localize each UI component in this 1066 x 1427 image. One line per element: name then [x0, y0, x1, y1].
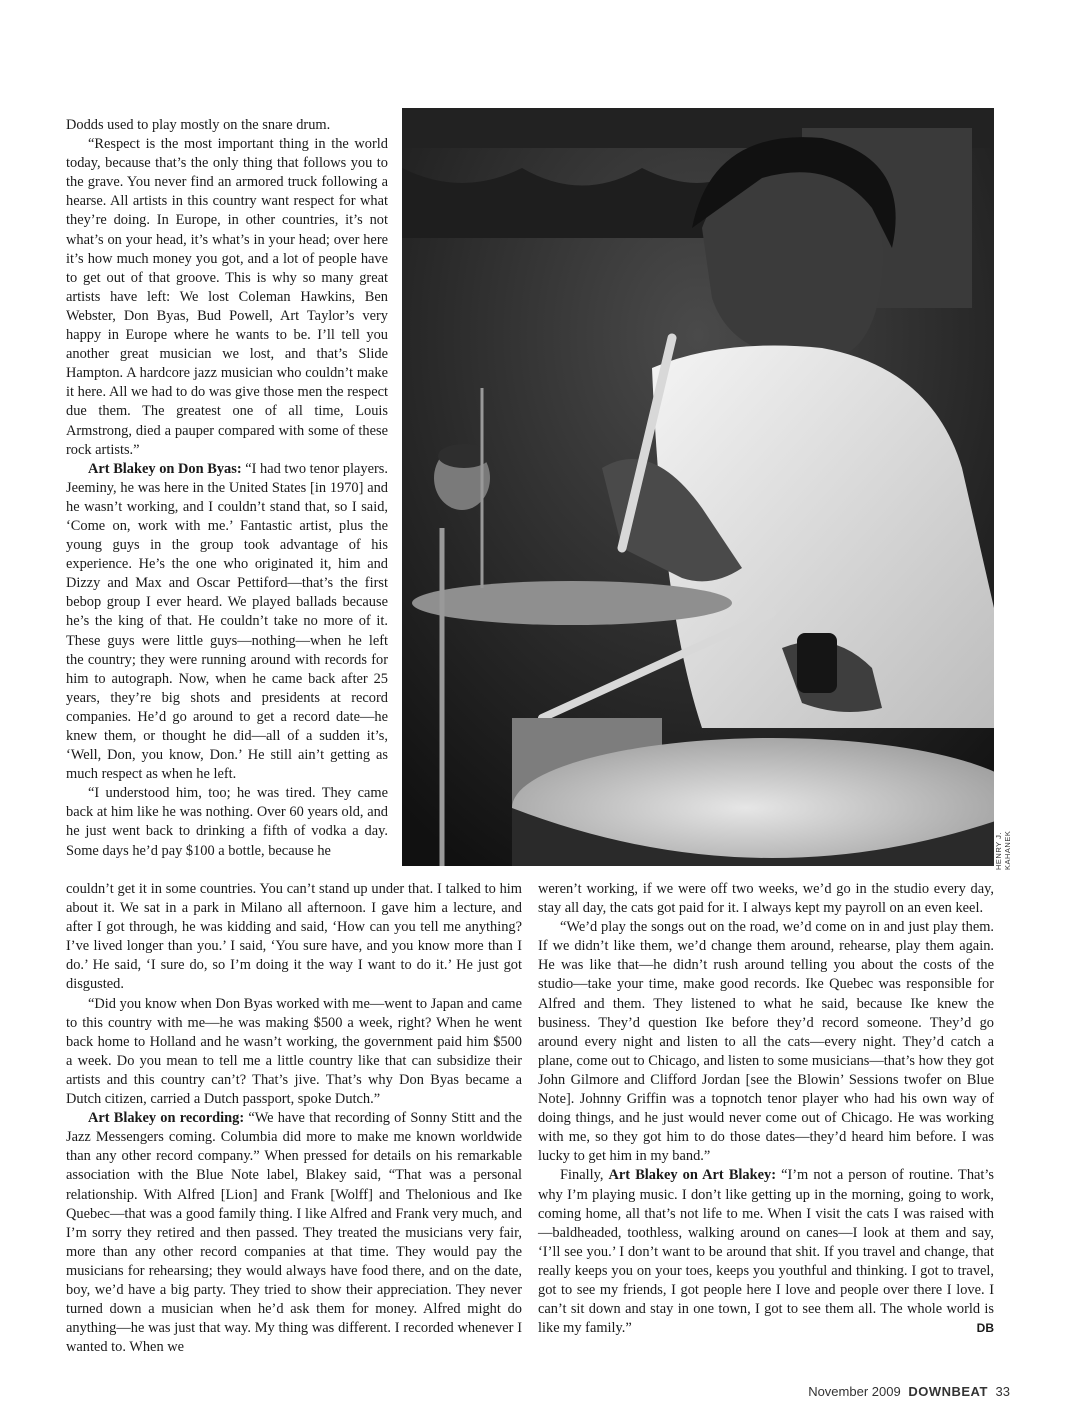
- page-footer: [808, 1384, 1010, 1399]
- paragraph: [66, 1109, 522, 1357]
- photo-art-blakey-drumming: [402, 108, 994, 866]
- paragraph-text: Finally,: [560, 1167, 609, 1184]
- paragraph: [66, 784, 388, 860]
- paragraph: [538, 918, 994, 1166]
- paragraph: [538, 1166, 994, 1338]
- paragraph: [66, 995, 522, 1110]
- section-lead: Art Blakey on Don Byas:: [88, 460, 242, 477]
- paragraph: [66, 880, 522, 995]
- page-number: 33: [995, 1384, 1010, 1399]
- paragraph: [66, 460, 388, 785]
- paragraph-text: weren’t working, if we were off two weeks, we’d go in the studio every day, stay all day, the cats got paid for it. I always kept my payroll on an even keel.: [538, 881, 994, 917]
- section-lead: Art Blakey on Art Blakey:: [608, 1167, 776, 1184]
- paragraph-text: “I had two tenor players. Jeeminy, he was here in the United States [in 1970] and he wasn’t working, and I couldn’t stand that, so I said, ‘Come on, work with me.’ Fantastic artist, plus the young guys in the group took advantage of his experience. He’s the one who originated it, him and Dizzy and Max and Oscar Pettiford—that’s the first bebop group I ever heard. We played ballads because he’s the king of that. He couldn’t take no more of it. These guys were little guys—nothing—when he left the country; they were running around with records for him to autograph. Now, when he came back after 25 years, they’re big shots and presidents at record companies. He’d go around to get a record date—he knew them, or thought he did—all of a sudden it’s, ‘Well, Don, you know, Don.’ He still ain’t getting as much respect as when he left.: [66, 460, 388, 783]
- issue-date: November 2009: [808, 1384, 901, 1399]
- photo-illustration: [402, 108, 994, 866]
- paragraph-text: Dodds used to play mostly on the snare drum.: [66, 117, 331, 133]
- magazine-name: DOWNBEAT: [908, 1384, 988, 1399]
- article-column-top: [66, 116, 388, 861]
- section-lead: Art Blakey on recording:: [88, 1110, 245, 1127]
- paragraph-text: “We have that recording of Sonny Stitt and the Jazz Messengers coming. Columbia did more to make me known worldwide than any other record company.” When pressed for details on his remarkable association with the Blue Note label, Blakey said, “That was a personal relationship. With Alfred [Lion] and Frank [Wolff] and Thelonious and Ike Quebec—that was a good family thing. I like Alfred and Frank very much, and I’m sorry they retired and then passed. They treated the musicians very fair, more than any other record companies at that time. They would pay the musicians for rehearsing; they would always have food there, and on the date, boy, we’d have a big party. They tried to show their appreciation. They never turned down a musician when he’d ask them for money. Alfred might do anything—he was just that way. My thing was different. I recorded whenever I wanted to. When we: [66, 1110, 523, 1356]
- paragraph: [66, 116, 388, 135]
- paragraph-text: couldn’t get it in some countries. You can’t stand up under that. I talked to him about it. We sat in a park in Milano all afternoon. I gave him a lecture, and after I got through, he was kidding and said, ‘How can you tell me anything? I’ve lived longer than you.’ I said, ‘You sure have, and you know more than I do.’ He said, ‘I sure do, so I’m doing it the way I want to do it.’ He just got disgusted.: [66, 881, 522, 993]
- paragraph: [66, 135, 388, 460]
- paragraph-text: “I’m not a person of routine. That’s why I’m playing music. I don’t like getting up in the morning, going to work, coming home, all that’s not life to me. When I visit the cats I was raised with—baldheaded, toothless, walking around on canes—I look at them and say, ‘I’ll see you.’ I don’t want to be around that shit. If you travel and change, that really keeps you on your toes, keeps you youthful and thinking. I got to travel, got to see my friends, I got people here I love and people over there I love. I can’t sit down and stay in one town, I got to see them all. The whole world is like my family.”: [538, 1167, 994, 1337]
- end-mark: DB: [976, 1321, 994, 1336]
- article-column-right: [538, 880, 994, 1338]
- photo-credit: HENRY J. KAHANEK: [994, 830, 1012, 870]
- paragraph-text: “Respect is the most important thing in the world today, because that’s the only thing that follows you to the grave. You never find an armored truck following a hearse. All artists in this country want respect for what they’re doing. In Europe, in other countries, it’s not what’s on your head, it’s what’s in your head; over here it’s how much money you got, and a lot of people have to get out of that groove. This is why so many great artists have left: We lost Coleman Hawkins, Ben Webster, Don Byas, Bud Powell, Art Taylor’s very happy in Europe where he wants to be. I’ll tell you another great musician we lost, and that’s Slide Hampton. A hardcore jazz musician who couldn’t make it here. All we had to do was give those men the respect due them. The greatest one of all time, Louis Armstrong, died a pauper compared with some of these rock artists.”: [66, 136, 388, 458]
- paragraph-text: “We’d play the songs out on the road, we’d come on in and just play them. If we didn’t like them, we’d change them around, rehearse, play them again. He was like that—he didn’t rush around telling you about the costs of the studio—take your time, make good records. Ike Quebec was responsible for Alfred and them. They listened to what he said, because Ike knew the business. They’d question Ike before they’d record someone. They’d go around every night and listen to all the cats—every night. They’d catch a plane, come out to Chicago, and listen to some musicians—that’s how they got John Gilmore and Clifford Jordan [see the Blowin’ Sessions twofer on Blue Note]. Johnny Griffin was a topnotch tenor player who had his own way of doing things, and he just would never come out of Chicago. He was working with me, so they got him to do those dates—they’d heard him before. I was lucky to get him in my band.”: [538, 919, 994, 1165]
- paragraph: [538, 880, 994, 918]
- paragraph-text: “I understood him, too; he was tired. They came back at him like he was nothing. Over 60 years old, and he just went back to drinking a fifth of vodka a day. Some days he’d pay $100 a bottle, because he: [66, 785, 388, 859]
- article-column-left: [66, 880, 522, 1357]
- paragraph-text: “Did you know when Don Byas worked with me—went to Japan and came to this country with me—he was making $500 a week, right? When he went back home to Holland and he wasn’t working, the government paid him $500 a week. Do you mean to tell me a little country like that can subsidize their artists and this country can’t? That’s jive. That’s why Don Byas became a Dutch citizen, carried a Dutch passport, spoke Dutch.”: [66, 995, 522, 1108]
